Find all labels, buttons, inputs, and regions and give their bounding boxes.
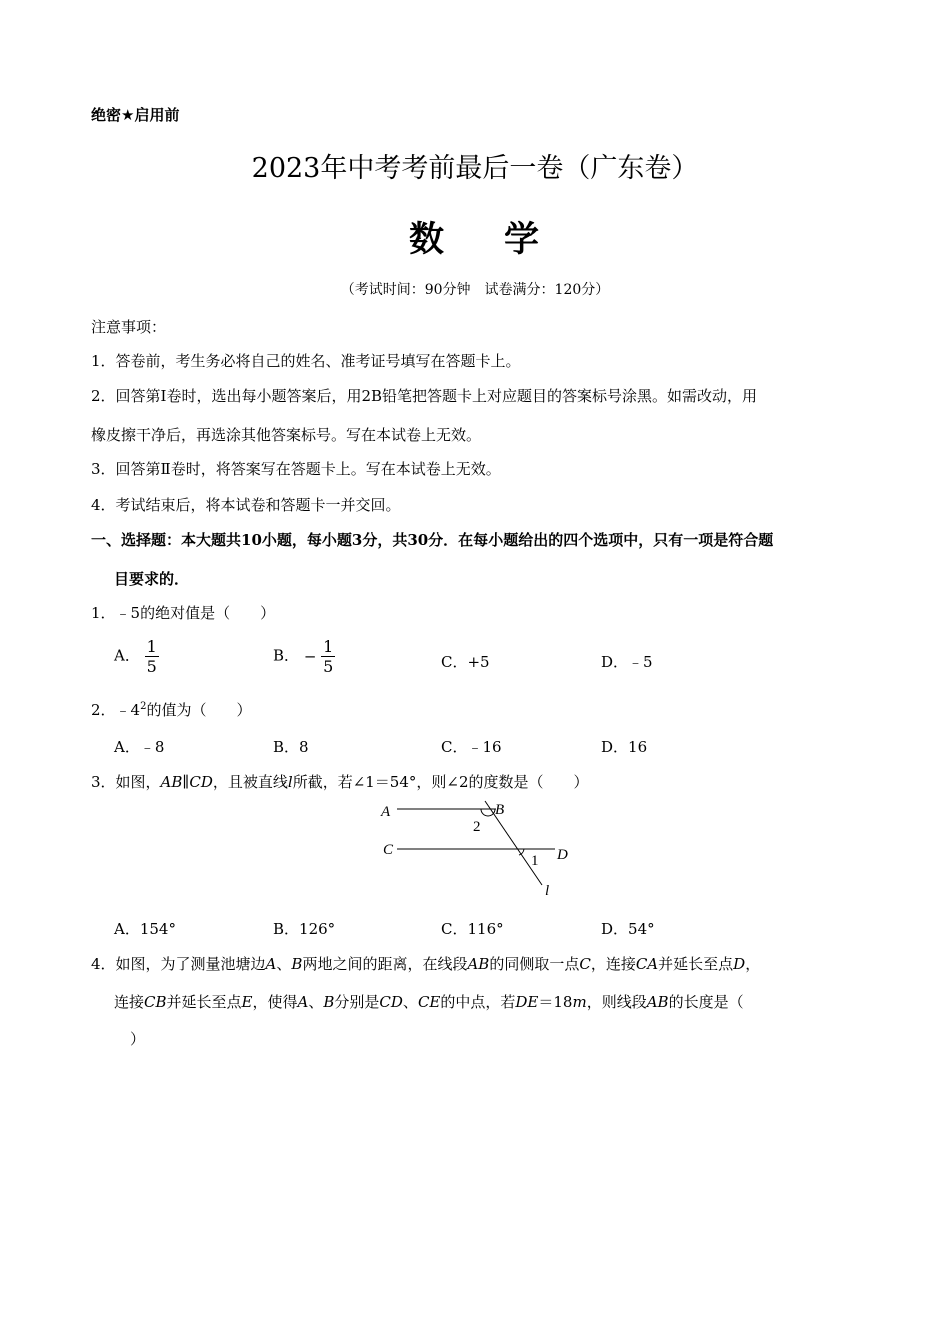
question-3-stem [91,771,589,792]
q4-text: 的同侧取一点 [489,955,580,973]
q4-text: 的中点，若 [440,993,516,1011]
label-angle-1: 1 [531,853,539,869]
note-1: 1．答卷前，考生务必将自己的姓名、准考证号填写在答题卡上。 [91,352,521,370]
q4-text: ，使得 [252,993,298,1011]
note-2-line-2: 橡皮擦干净后，再选涂其他答案标号。写在本试卷上无效。 [91,426,482,444]
q4-segment-ab: AB [467,955,490,973]
q1-option-b-label: B． [273,646,300,665]
q4-text: ＝18 [538,993,573,1011]
q4-segment-de: DE [515,993,539,1011]
parallel-symbol: ∥ [182,773,190,791]
q4-text: 并延长至点 [658,955,734,973]
q4-point-d: D [733,955,746,973]
label-angle-2: 2 [473,819,481,835]
notes-heading: 注意事项： [91,318,167,336]
q4-point-b: B [323,993,335,1011]
question-4-line-3: ） [130,1030,146,1048]
q3-segment-cd: CD [189,773,213,791]
q4-segment-ca: CA [635,955,659,973]
q2-option-a: A．﹣8 [114,738,165,756]
q3-line-l: l [287,773,293,791]
label-l: l [545,883,550,899]
q4-point-c: C [579,955,591,973]
fraction-numerator: 1 [323,637,334,656]
q4-text: 、 [308,993,324,1011]
q2-stem-base: 2．﹣4 [91,701,141,719]
q2-exponent: 2 [140,701,147,712]
q3-segment-ab: AB [160,773,183,791]
q4-text: 4．如图，为了测量池塘边 [91,955,266,973]
q4-text: ， [745,955,761,973]
q1-option-a [114,637,159,676]
q1-option-c: C．+5 [441,653,490,671]
subject-char-2: 学 [504,219,542,260]
label-a: A [381,804,391,820]
subject-title [0,212,950,262]
q4-text: 分别是 [334,993,380,1011]
q4-segment-cd: CD [379,993,403,1011]
q3-option-b: B．126° [273,920,336,938]
subject-char-1: 数 [408,219,446,260]
q2-option-d: D．16 [601,738,648,756]
q2-option-b: B．8 [273,738,309,756]
fraction-denominator: 5 [323,657,334,676]
question-4-line-1 [91,953,760,974]
label-b: B [495,802,505,818]
q1-option-a-label: A． [114,646,140,665]
q4-text: 的长度是（ [668,993,744,1011]
q4-segment-ce: CE [417,993,441,1011]
q4-point-a: A [297,993,309,1011]
q3-option-d: D．54° [601,920,655,938]
q2-option-c: C．﹣16 [441,738,502,756]
confidential-label: 绝密★启用前 [91,106,180,124]
q3-stem-intro: 3．如图， [91,773,161,791]
q3-option-c: C．116° [441,920,504,938]
note-3: 3．回答第Ⅱ卷时，将答案写在答题卡上。写在本试卷上无效。 [91,460,501,478]
fraction-denominator: 5 [146,657,157,676]
section-1-heading: 一、选择题：本大题共10小题，每小题3分，共30分．在每小题给出的四个选项中，只有一项是符合题 [91,531,774,549]
fraction-numerator: 1 [146,637,157,656]
note-2-line-1: 2．回答第Ⅰ卷时，选出每小题答案后，用2B铅笔把答题卡上对应题目的答案标号涂黑。如需改动，用 [91,387,758,405]
q4-unit-m: m [572,993,587,1011]
q1-option-a-fraction [145,637,159,676]
label-d: D [557,847,568,863]
q4-point-a: A [265,955,277,973]
q3-option-a: A．154° [114,920,176,938]
section-1-heading-cont: 目要求的． [114,570,190,588]
q4-text: 并延长至点 [166,993,242,1011]
q1-option-b-fraction [321,637,335,676]
q4-text: 、 [402,993,418,1011]
q4-point-b: B [291,955,303,973]
q4-text: 连接 [114,993,145,1011]
q4-segment-cb: CB [144,993,167,1011]
q1-option-d: D．﹣5 [601,653,653,671]
q4-text: ，则线段 [586,993,647,1011]
question-4-line-2 [114,991,744,1012]
minus-sign: − [303,647,317,666]
question-1-stem: 1．﹣5的绝对值是（ ） [91,604,276,622]
q4-text: 、 [276,955,292,973]
q3-figure [375,796,575,902]
q2-stem-text: 的值为（ ） [146,701,252,719]
note-4: 4．考试结束后，将本试卷和答题卡一并交回。 [91,496,401,514]
label-c: C [383,842,394,858]
exam-title: 2023年中考考前最后一卷（广东卷） [251,153,699,184]
q3-stem-mid: ，且被直线 [212,773,288,791]
q3-stem-end: 所截，若∠1＝54°，则∠2的度数是（ ） [292,773,589,791]
question-2-stem [91,699,251,720]
q1-option-b [273,637,335,676]
q4-text: ，连接 [590,955,636,973]
exam-meta: （考试时间：90分钟 试卷满分：120分） [340,282,610,298]
q4-text: 两地之间的距离，在线段 [302,955,468,973]
q4-point-e: E [241,993,253,1011]
q4-segment-ab: AB [646,993,669,1011]
